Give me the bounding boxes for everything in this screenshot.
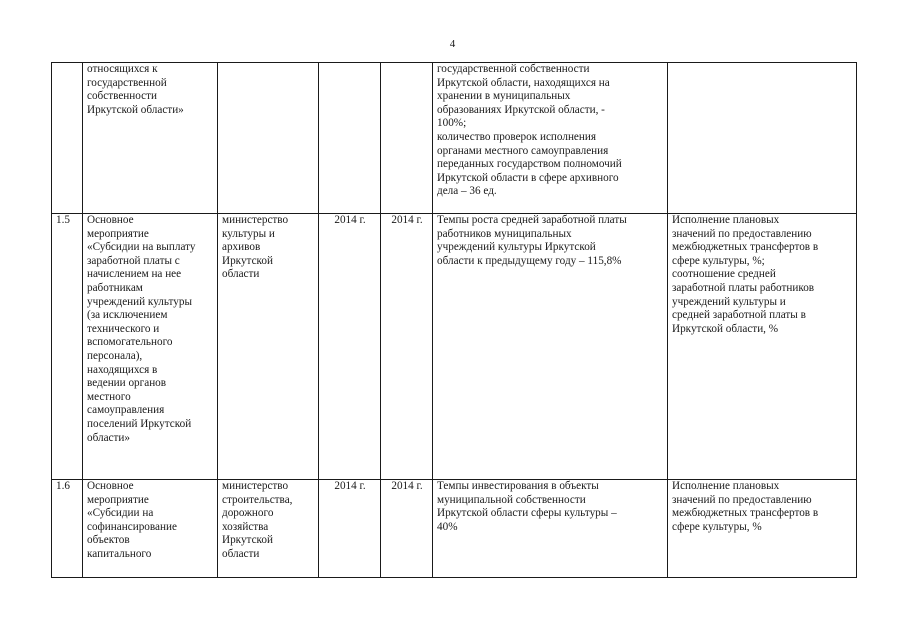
expected-result-cell (433, 480, 668, 578)
expected-result: Темпы роста средней заработной платы работников муниципальных учреждений культуры Иркутской области к предыдущему году – 115,8% (437, 214, 627, 267)
executor-cell (218, 480, 319, 578)
expected-result: государственной собственности Иркутской области, находящихся на хранении в муниципальных образованиях Иркутской области, - 100%; количество проверок исполнения органами местного самоуправления переданных государством полномочий Иркутской области в сфере архивного дела – 36 ед. (437, 63, 622, 198)
table-row (52, 480, 857, 578)
end-year: 2014 г. (391, 480, 423, 492)
expected-result-cell (433, 63, 668, 214)
start-year: 2014 г. (334, 480, 366, 492)
end-year-cell (381, 63, 433, 214)
start-year: 2014 г. (334, 214, 366, 226)
indicator-cell (668, 480, 857, 578)
row-number-cell (52, 480, 83, 578)
measure-name: относящихся к государственной собственности Иркутской области» (87, 63, 184, 116)
row-number: 1.5 (56, 214, 70, 226)
measure-name-cell (83, 214, 218, 480)
row-number-cell (52, 214, 83, 480)
executor: министерство строительства, дорожного хозяйства Иркутской области (222, 480, 293, 560)
end-year-cell (381, 480, 433, 578)
measure-name-cell (83, 480, 218, 578)
end-year-cell (381, 214, 433, 480)
measure-name-cell (83, 63, 218, 214)
indicator: Исполнение плановых значений по предоставлению межбюджетных трансфертов в сфере культуры, % (672, 480, 819, 533)
indicator-cell (668, 63, 857, 214)
row-number-cell (52, 63, 83, 214)
table-row (52, 214, 857, 480)
expected-result-cell (433, 214, 668, 480)
executor: министерство культуры и архивов Иркутской области (222, 214, 289, 281)
indicator: Исполнение плановых значений по предоставлению межбюджетных трансфертов в сфере культуры, %; соотношение средней заработной платы работников учреждений культуры и средней заработной платы в Иркутской области, % (672, 214, 819, 335)
indicator-cell (668, 214, 857, 480)
start-year-cell (319, 63, 381, 214)
executor-cell (218, 214, 319, 480)
table-row (52, 63, 857, 214)
expected-result: Темпы инвестирования в объекты муниципальной собственности Иркутской области сферы культуры – 40% (437, 480, 617, 533)
end-year: 2014 г. (391, 214, 423, 226)
start-year-cell (319, 214, 381, 480)
start-year-cell (319, 480, 381, 578)
row-number: 1.6 (56, 480, 70, 492)
executor-cell (218, 63, 319, 214)
measure-name: Основное мероприятие «Субсидии на выплату заработной платы с начислением на нее работникам учреждений культуры (за исключением технического и вспомогательного персонала), находящихся в ведении органов местного самоуправления поселений Иркутской области» (87, 214, 196, 444)
measures-table (51, 62, 857, 578)
page-number: 4 (449, 38, 456, 50)
measure-name: Основное мероприятие «Субсидии на софинансирование объектов капитального (87, 480, 177, 560)
